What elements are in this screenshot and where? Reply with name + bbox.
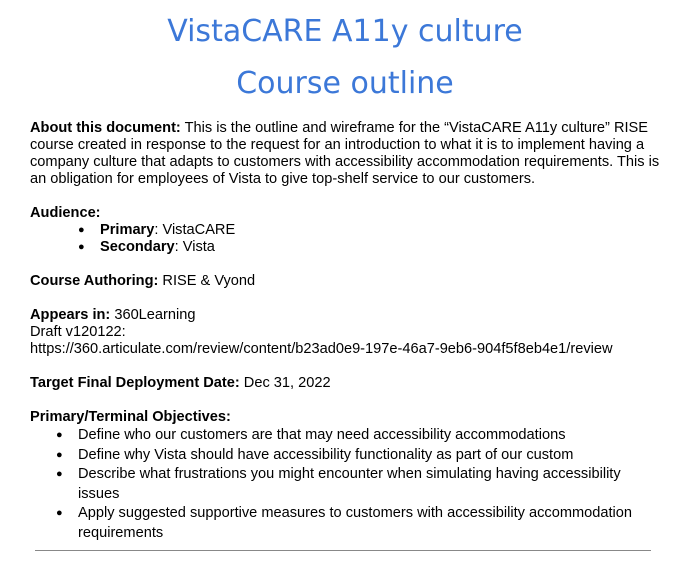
audience-item-value: : Vista bbox=[174, 239, 215, 255]
objectives-list bbox=[30, 426, 660, 543]
appears-in-line bbox=[30, 307, 660, 324]
review-link[interactable]: https://360.articulate.com/review/content/b23ad0e9-197e-46a7-9eb6-904f5f8eb4e1/review bbox=[30, 341, 613, 357]
deployment-label: Target Final Deployment Date: bbox=[30, 375, 240, 391]
horizontal-rule bbox=[35, 550, 651, 551]
document-title: VistaCARE A11y culture bbox=[167, 14, 523, 49]
document-subtitle: Course outline bbox=[236, 66, 454, 101]
appears-in-value: 360Learning bbox=[110, 307, 196, 323]
audience-item-label: Primary bbox=[100, 222, 155, 238]
document-body bbox=[30, 0, 660, 543]
objective-item: ● Define why Vista should have accessibility functionality as part of our custom bbox=[56, 446, 660, 466]
objectives-label: Primary/Terminal Objectives: bbox=[30, 409, 231, 425]
deployment-value: Dec 31, 2022 bbox=[239, 375, 331, 391]
audience-item-value: : VistaCARE bbox=[154, 222, 236, 238]
about-text: This is the outline and wireframe for the “VistaCARE A11y culture” RISE course created in response to the request for an introduction to what it is to implement having a company culture that adapts to customers with accessibility accommodation requirements. This is an obligation for employees of Vista to give top-shelf service to our customers. bbox=[30, 120, 660, 187]
deployment-line bbox=[30, 375, 660, 392]
audience-item-label: Secondary bbox=[100, 239, 175, 255]
authoring-label: Course Authoring: bbox=[30, 273, 159, 289]
objective-item: ● Apply suggested supportive measures to customers with accessibility accommodation requirements bbox=[56, 504, 660, 543]
audience-list bbox=[30, 222, 660, 256]
draft-version: Draft v120122: bbox=[30, 324, 126, 340]
appears-in-label: Appears in: bbox=[30, 307, 111, 323]
objective-item: ● Describe what frustrations you might encounter when simulating having accessibility issues bbox=[56, 465, 660, 504]
audience-label: Audience: bbox=[30, 205, 101, 221]
authoring-line bbox=[30, 273, 660, 290]
audience-item-primary bbox=[78, 222, 660, 239]
about-label: About this document: bbox=[30, 120, 181, 136]
audience-item-secondary bbox=[78, 239, 660, 256]
about-paragraph bbox=[30, 120, 660, 188]
objective-item: ● Define who our customers are that may need accessibility accommodations bbox=[56, 426, 660, 446]
authoring-value: RISE & Vyond bbox=[158, 273, 256, 289]
